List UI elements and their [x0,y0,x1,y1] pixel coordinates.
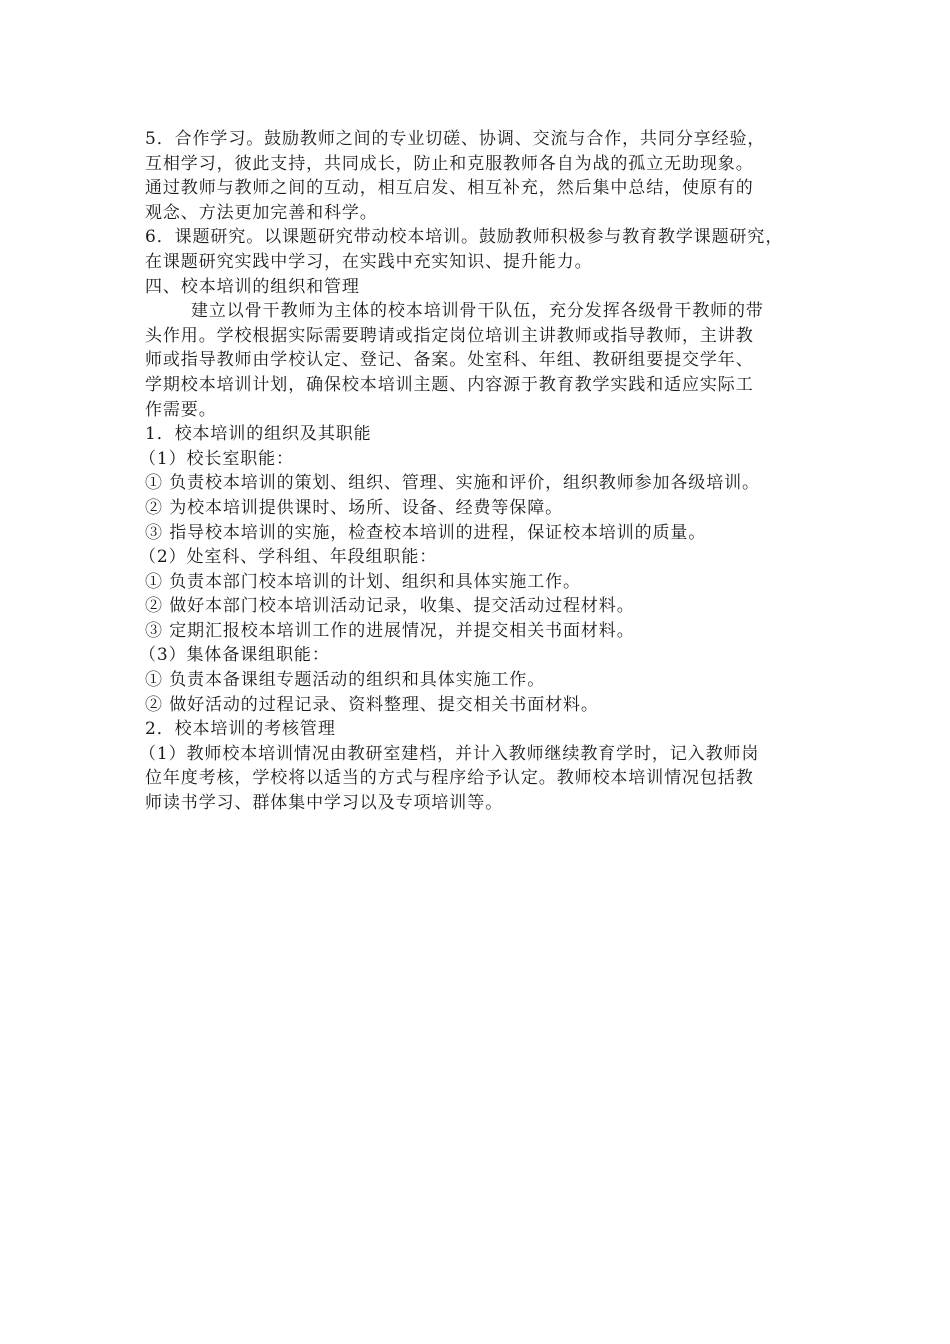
text-line-10: 师或指导教师由学校认定、登记、备案。处室科、年组、教研组要提交学年、 [145,350,754,371]
text-line-1: 5．合作学习。鼓励教师之间的专业切磋、协调、交流与合作，共同分享经验， [145,129,766,149]
text-line-26: （1）教师校本培训情况由教研室建档，并计入教师继续教育学时，记入教师岗 [139,743,760,764]
text-line-9: 头作用。学校根据实际需要聘请或指定岗位培训主讲教师或指导教师，主讲教 [145,325,754,346]
list-item: ① 负责本部门校本培训的计划、组织和具体实施工作。 [145,571,581,592]
text-line-4: 观念、方法更加完善和科学。 [145,202,378,223]
text-line-27: 位年度考核，学校将以适当的方式与程序给予认定。教师校本培训情况包括教 [145,768,754,789]
text-line-5: 6．课题研究。以课题研究带动校本培训。鼓励教师积极参与教育教学课题研究， [145,227,784,248]
list-item: ② 做好活动的过程记录、资料整理、提交相关书面材料。 [145,694,599,715]
text-line-11: 学期校本培训计划，确保校本培训主题、内容源于教育教学实践和适应实际工 [145,374,754,395]
list-item: ③ 指导校本培训的实施，检查校本培训的进程，保证校本培训的质量。 [145,522,707,543]
item-heading-2: （2）处室科、学科组、年段组职能： [139,547,438,568]
item-heading-3: （3）集体备课组职能： [139,645,330,666]
text-line-2: 互相学习，彼此支持，共同成长，防止和克服教师各自为战的孤立无助现象。 [145,153,754,174]
text-line-8: 建立以骨干教师为主体的校本培训骨干队伍，充分发挥各级骨干教师的带 [191,301,764,322]
list-item: ② 为校本培训提供课时、场所、设备、经费等保障。 [145,497,564,518]
subsection-heading-2: 2．校本培训的考核管理 [145,719,336,740]
document-page [139,127,815,816]
list-item: ③ 定期汇报校本培训工作的进展情况，并提交相关书面材料。 [145,620,635,641]
list-item: ② 做好本部门校本培训活动记录，收集、提交活动过程材料。 [145,596,635,617]
section-heading-4: 四、校本培训的组织和管理 [145,276,360,297]
subsection-heading-1: 1．校本培训的组织及其职能 [145,424,372,445]
text-line-3: 通过教师与教师之间的互动，相互启发、相互补充，然后集中总结，使原有的 [145,178,754,199]
text-line-12: 作需要。 [145,399,217,420]
list-item: ① 负责本备课组专题活动的组织和具体实施工作。 [145,670,546,691]
item-heading-1: （1）校长室职能： [139,448,294,469]
list-item: ① 负责校本培训的策划、组织、管理、实施和评价，组织教师参加各级培训。 [145,473,760,494]
text-line-6: 在课题研究实践中学习，在实践中充实知识、提升能力。 [145,251,593,272]
text-line-28: 师读书学习、群体集中学习以及专项培训等。 [145,793,503,814]
